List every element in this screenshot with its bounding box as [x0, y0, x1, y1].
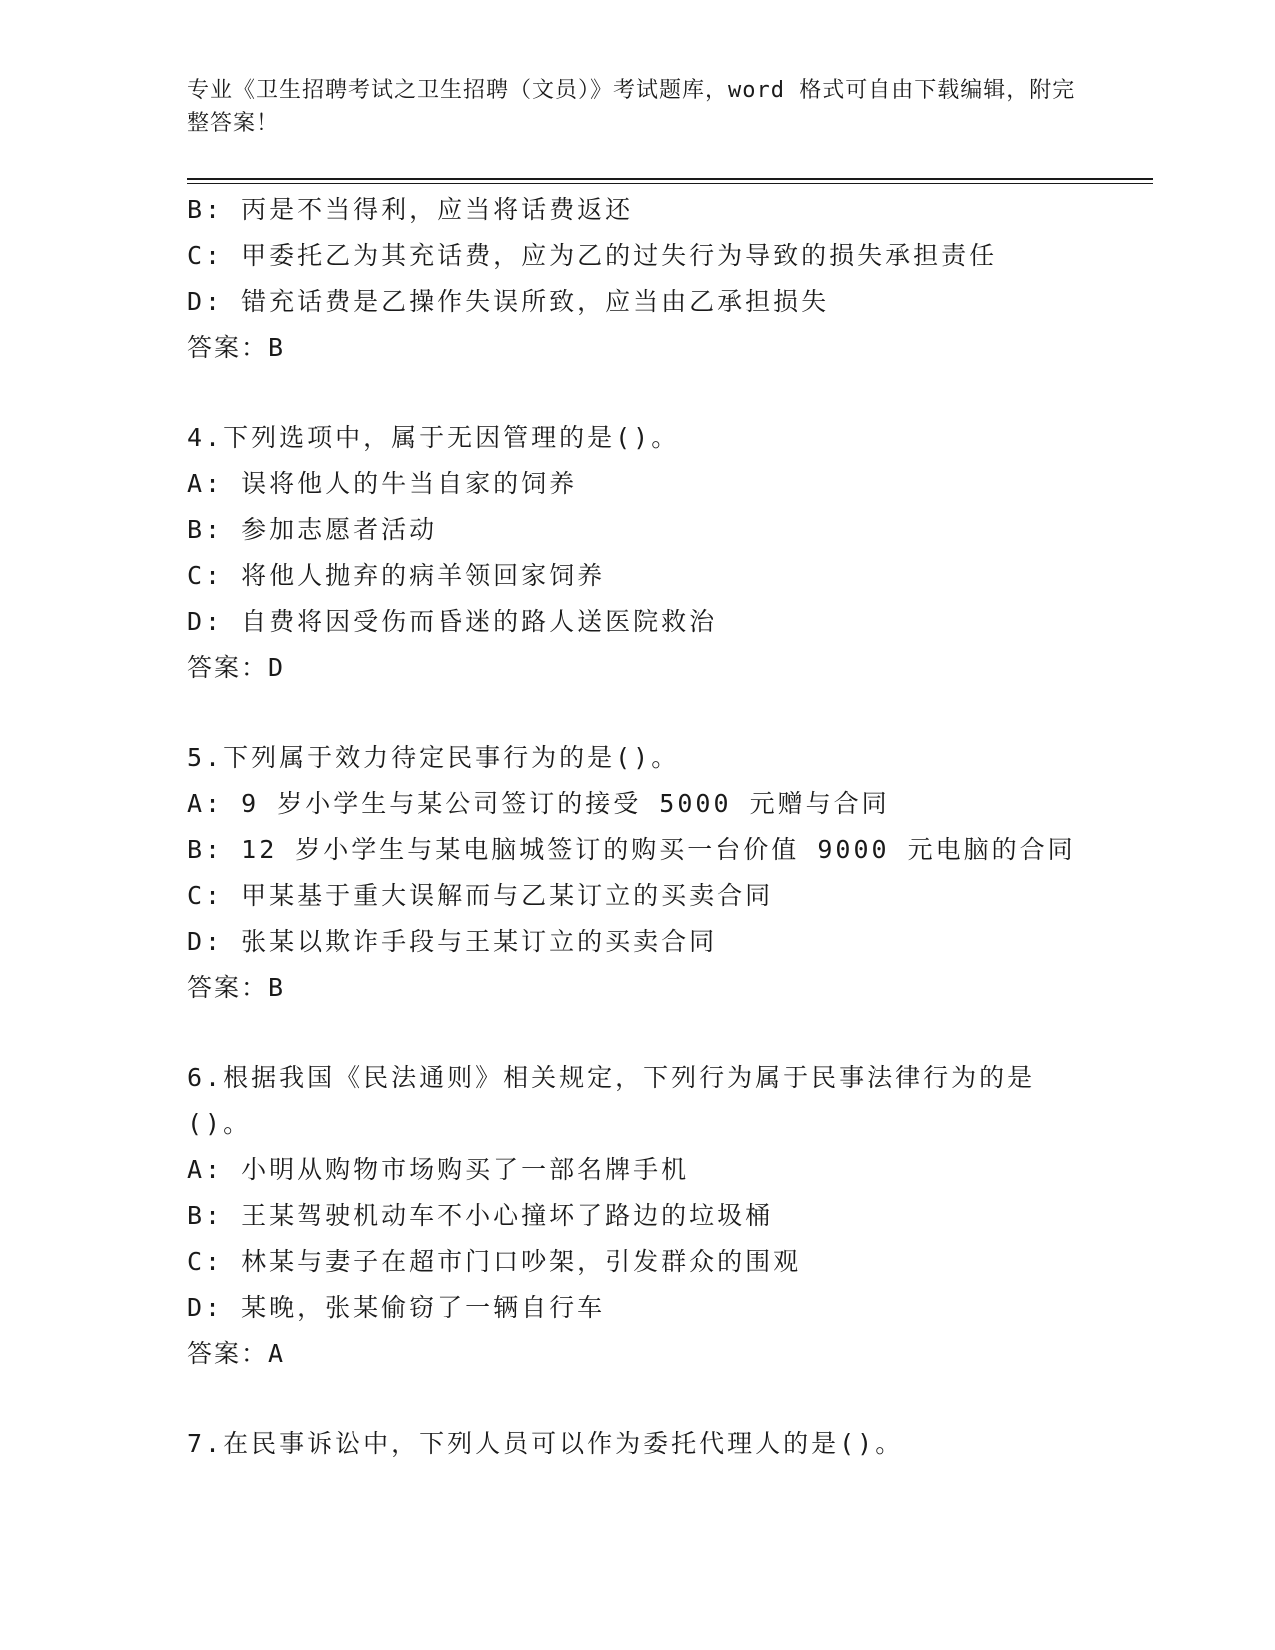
option-c: C: 林某与妻子在超市门口吵架，引发群众的围观: [187, 1247, 802, 1276]
question-list: [187, 187, 1107, 1467]
answer-value: D: [268, 653, 286, 682]
block-spacer: [187, 691, 1107, 735]
answer-label: 答案：: [187, 973, 269, 1002]
answer-label: 答案：: [187, 1339, 269, 1368]
option-b: B: 丙是不当得利，应当将话费返还: [187, 195, 634, 224]
option-d: D: 自费将因受伤而昏迷的路人送医院救治: [187, 607, 718, 636]
block-spacer: [187, 1377, 1107, 1421]
answer-line: [187, 965, 1107, 1011]
option-d: D: 某晚，张某偷窃了一辆自行车: [187, 1293, 606, 1322]
answer-label: 答案：: [187, 653, 269, 682]
option-c: C: 甲委托乙为其充话费，应为乙的过失行为导致的损失承担责任: [187, 241, 998, 270]
option-c: C: 甲某基于重大误解而与乙某订立的买卖合同: [187, 881, 774, 910]
option-b: B: 12 岁小学生与某电脑城签订的购买一台价值 9000 元电脑的合同: [187, 835, 1076, 864]
option-b: B: 王某驾驶机动车不小心撞坏了路边的垃圾桶: [187, 1201, 774, 1230]
question-text: 4.下列选项中，属于无因管理的是()。: [187, 423, 680, 452]
question-block: [187, 415, 1107, 691]
header-divider: [187, 178, 1153, 184]
answer-value: B: [268, 973, 286, 1002]
answer-line: [187, 645, 1107, 691]
option-a: A: 9 岁小学生与某公司签订的接受 5000 元赠与合同: [187, 789, 890, 818]
question-block: [187, 1055, 1107, 1377]
answer-line: [187, 1331, 1107, 1377]
option-b: B: 参加志愿者活动: [187, 515, 438, 544]
question-block: [187, 735, 1107, 1011]
question-block: [187, 187, 1107, 371]
question-text: 6.根据我国《民法通则》相关规定，下列行为属于民事法律行为的是()。: [187, 1063, 1036, 1138]
block-spacer: [187, 1011, 1107, 1055]
question-text: 7.在民事诉讼中，下列人员可以作为委托代理人的是()。: [187, 1429, 904, 1458]
answer-label: 答案：: [187, 333, 269, 362]
answer-value: A: [268, 1339, 286, 1368]
option-a: A: 小明从购物市场购买了一部名牌手机: [187, 1155, 690, 1184]
option-d: D: 错充话费是乙操作失误所致，应当由乙承担损失: [187, 287, 830, 316]
question-text: 5.下列属于效力待定民事行为的是()。: [187, 743, 680, 772]
question-block: [187, 1421, 1107, 1467]
option-c: C: 将他人抛弃的病羊领回家饲养: [187, 561, 606, 590]
answer-line: [187, 325, 1107, 371]
block-spacer: [187, 371, 1107, 415]
option-d: D: 张某以欺诈手段与王某订立的买卖合同: [187, 927, 718, 956]
answer-value: B: [268, 333, 286, 362]
page-header: [187, 74, 1077, 140]
header-text: 专业《卫生招聘考试之卫生招聘（文员）》考试题库，word 格式可自由下载编辑，附完整答案！: [187, 78, 1076, 136]
option-a: A: 误将他人的牛当自家的饲养: [187, 469, 578, 498]
